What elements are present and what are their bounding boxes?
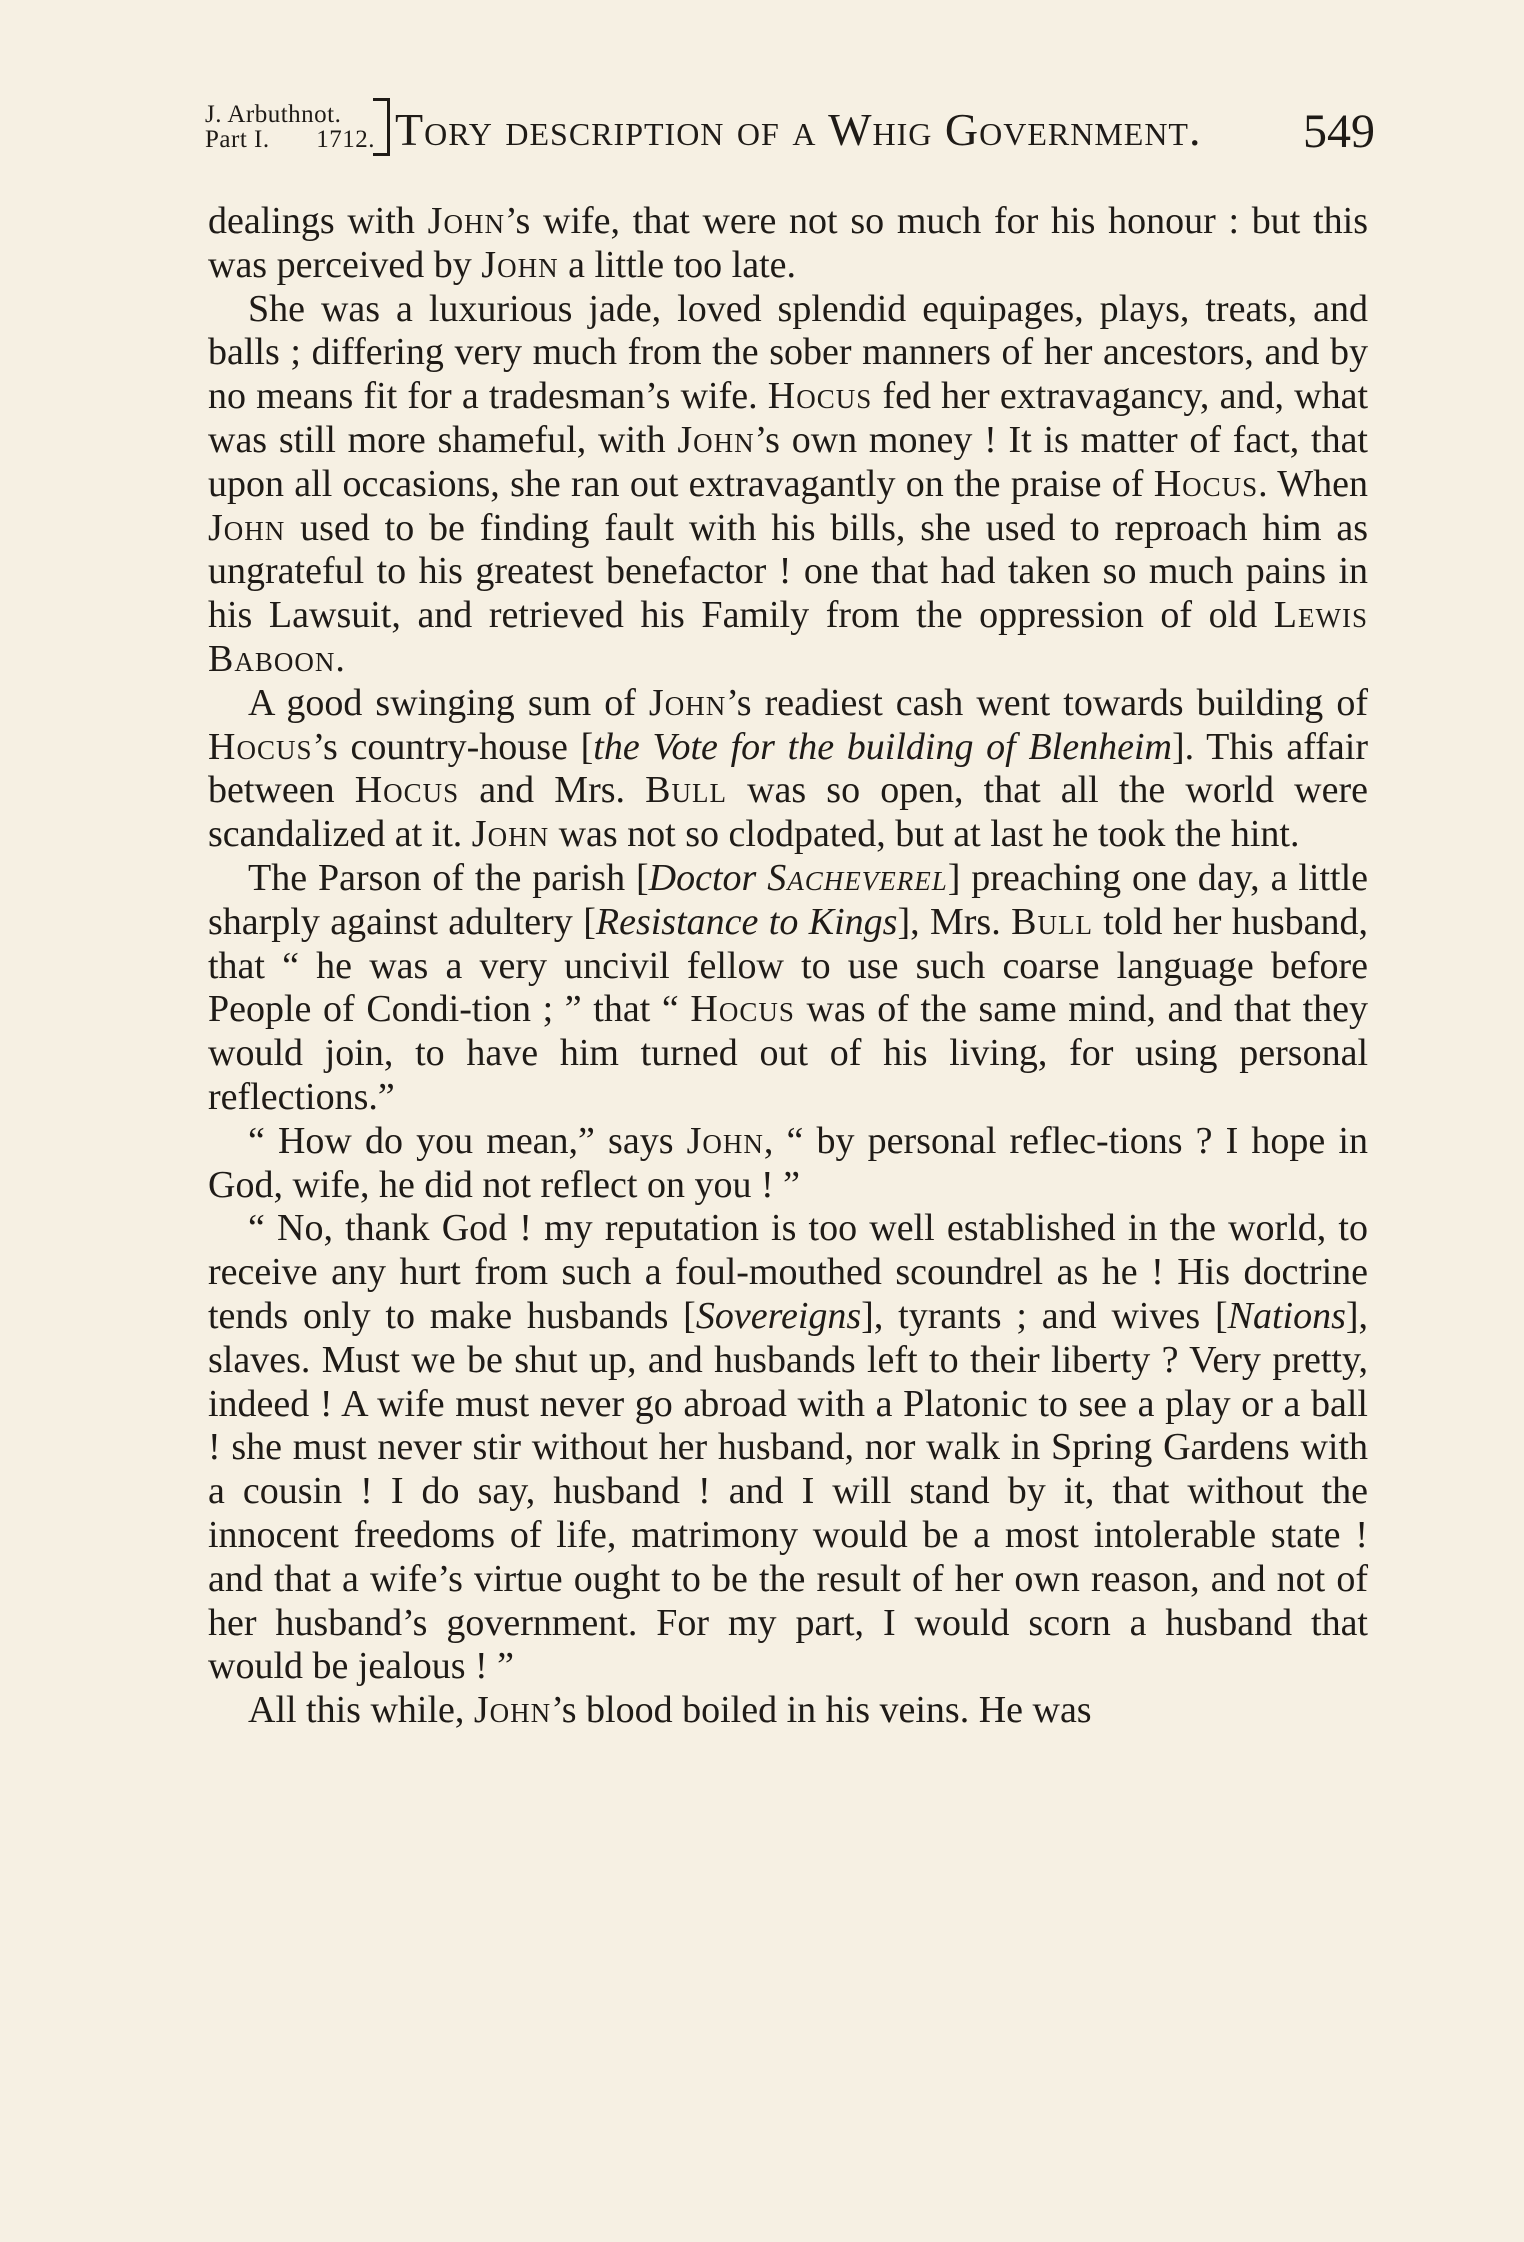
text-run: The Parson of the parish [ xyxy=(248,856,649,899)
side-note xyxy=(205,102,375,152)
text-run: A good swinging sum of xyxy=(248,681,649,724)
paragraph xyxy=(208,1689,1368,1733)
small-caps-name: John xyxy=(686,1119,764,1162)
running-title: Tory description of a Whig Government. xyxy=(395,104,1202,155)
italic-note: Nations xyxy=(1227,1294,1346,1337)
text-run: ], slaves. Must we be shut up, and husbands left to their liberty ? Very pretty, indeed ! A wife must never go abroad with a Platonic to see a play or a ball ! she must never stir without her husband, nor walk in Spring Gardens with a cousin ! I do say, husband ! and I will stand by it, that without the innocent freedoms of life, matrimony would be a most intolerable state ! and that a wife’s virtue ought to be the result of her own reason, and not of her husband’s government. For my part, I would scorn a husband that would be jealous ! ” xyxy=(208,1294,1369,1688)
text-run: ’s wife, that were not so much for his honour : but this was perceived by xyxy=(208,200,1368,286)
small-caps-name: John xyxy=(471,813,550,856)
text-run: “ No, thank God ! my reputation is too well established in the world, to receive any hurt from such a foul-mouthed scoundrel as he ! His doctrine tends only to make husbands [ xyxy=(208,1207,1368,1337)
text-run: told her husband, that “ he was a very uncivil fellow to use such coarse language before People of Condi-tion ; ” that “ xyxy=(208,900,1368,1031)
text-run: and Mrs. xyxy=(459,769,646,812)
page-number: 549 xyxy=(1303,105,1375,158)
text-run: She was a luxurious jade, loved splendid equipages, plays, treats, and balls ; differing very much from the sober manners of her ancestors, and by no means fit for a tradesman’s wife. xyxy=(208,287,1368,418)
page-header xyxy=(205,98,1375,162)
text-run: ’s country-house [ xyxy=(312,725,594,768)
text-run: ]. This affair between xyxy=(208,725,1368,812)
small-caps-name: John xyxy=(473,1689,552,1732)
small-caps-name: John xyxy=(648,681,727,724)
text-run: was not so clodpated, but at last he took the hint. xyxy=(549,813,1300,856)
paragraph xyxy=(208,288,1368,682)
paragraph xyxy=(208,1120,1368,1208)
text-run: was so open, that all the world were scandalized at it. xyxy=(208,769,1368,856)
text-run: ] preaching one day, a little sharply against adultery [ xyxy=(208,856,1369,943)
text-run: All this while, xyxy=(248,1689,474,1732)
text-run: . xyxy=(335,637,345,680)
text-run: ’s blood boiled in his veins. He was xyxy=(551,1689,1092,1732)
small-caps-name: Hocus xyxy=(354,769,460,812)
body-text xyxy=(208,200,1368,1733)
text-run: a little too late. xyxy=(558,243,797,286)
italic-note: Sovereigns xyxy=(695,1294,862,1337)
side-note-line-2 xyxy=(205,127,375,152)
text-run: dealings with xyxy=(208,200,428,242)
small-caps-name: Lewis Baboon xyxy=(208,594,1368,680)
italic-note: Doctor xyxy=(648,856,768,899)
text-run: , “ by personal reflec-tions ? I hope in God, wife, he did not reflect on you ! ” xyxy=(208,1119,1368,1206)
small-caps-name: Hocus xyxy=(767,375,873,418)
text-run: ’s readiest cash went towards building of xyxy=(726,681,1368,724)
text-run: . When xyxy=(1258,462,1368,505)
small-caps-name: Hocus xyxy=(1153,462,1259,505)
small-caps-name: John xyxy=(677,418,755,461)
text-run: ’s own money ! It is matter of fact, that upon all occasions, she ran out extravagantly on the praise of xyxy=(208,418,1368,505)
text-run: ], Mrs. xyxy=(897,900,1012,943)
side-note-line-1 xyxy=(205,102,375,127)
text-run: ], tyrants ; and wives [ xyxy=(861,1294,1228,1337)
text-run: used to be finding fault with his bills, she used to reproach him as ungrateful to his greatest benefactor ! one that had taken so much pains in his Lawsuit, and retrieved his Family from the oppression of old xyxy=(208,506,1368,637)
small-caps-name: John xyxy=(481,243,559,286)
text-run: fed her extravagancy, and, what was still more shameful, with xyxy=(208,375,1368,461)
small-caps-name: Hocus xyxy=(208,725,313,768)
italic-note: Resistance to Kings xyxy=(595,900,898,943)
italic-small-caps-name: Sacheverel xyxy=(767,856,948,899)
paragraph xyxy=(208,857,1368,1120)
text-run: was of the same mind, and that they would join, to have him turned out of his living, for using personal reflections.” xyxy=(208,988,1368,1118)
part-note: Part I. xyxy=(205,126,270,153)
text-run: “ How do you mean,” says xyxy=(248,1119,687,1162)
small-caps-name: John xyxy=(208,506,286,549)
paragraph xyxy=(208,682,1368,857)
paragraph xyxy=(208,200,1368,288)
paragraph xyxy=(208,1207,1368,1689)
year-note: 1712. xyxy=(316,126,375,153)
italic-note: the Vote for the building of Blenheim xyxy=(593,725,1172,768)
small-caps-name: Bull xyxy=(1011,900,1093,943)
side-note-bracket xyxy=(373,98,390,156)
small-caps-name: Hocus xyxy=(690,988,795,1031)
author-note: J. Arbuthnot. xyxy=(205,101,342,128)
small-caps-name: Bull xyxy=(645,769,727,812)
small-caps-name: John xyxy=(427,200,505,242)
